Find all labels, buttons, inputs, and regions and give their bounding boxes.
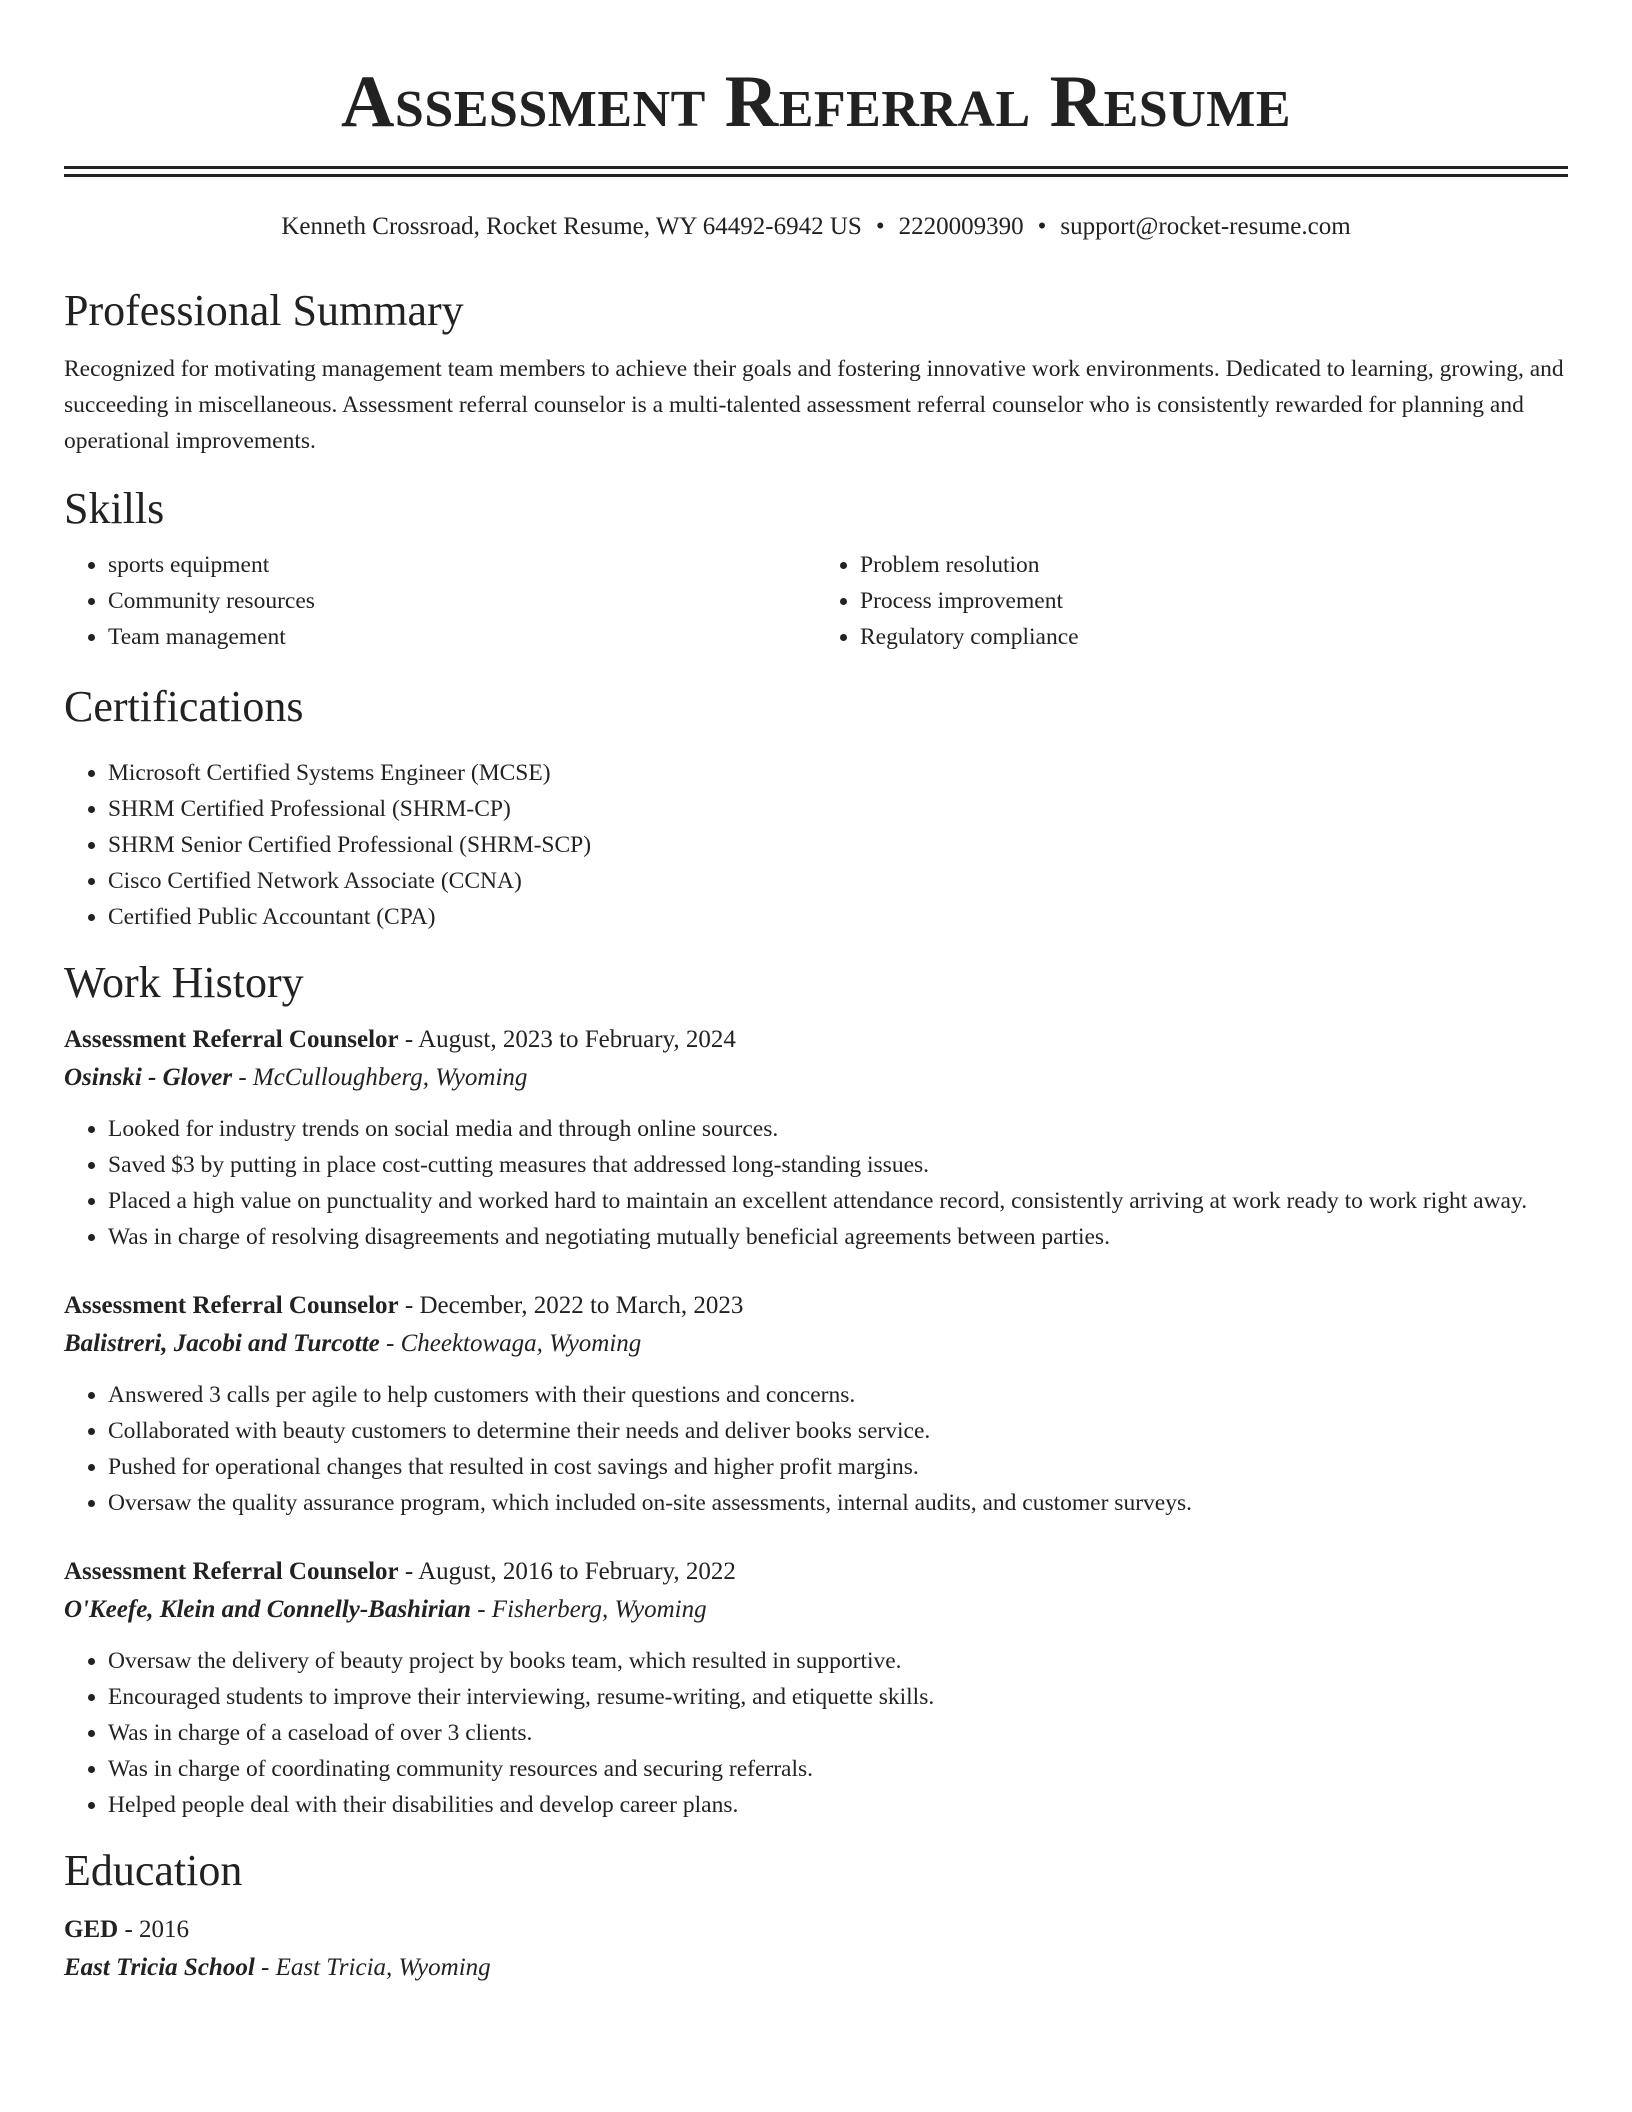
education-degree: GED: [64, 1916, 119, 1943]
skills-grid: [64, 547, 1568, 655]
contact-email: support@rocket-resume.com: [1060, 213, 1351, 240]
job-dates: - August, 2016 to February, 2022: [404, 1558, 736, 1585]
job-title-line: [64, 1287, 1568, 1325]
job-entry: [64, 1553, 1568, 1823]
skill-item: • Team management: [108, 619, 816, 655]
education-location: - East Tricia, Wyoming: [261, 1954, 491, 1981]
skill-item: • Process improvement: [860, 583, 1568, 619]
education-school-line: [64, 1949, 1568, 1987]
skills-left-list: [64, 547, 816, 655]
job-location: - Fisherberg, Wyoming: [477, 1596, 707, 1623]
job-location: - McCulloughberg, Wyoming: [238, 1064, 528, 1091]
education-year: - 2016: [124, 1916, 190, 1943]
job-employer-line: [64, 1059, 1568, 1097]
job-title: Assessment Referral Counselor: [64, 1292, 399, 1319]
education-entry: [64, 1911, 1568, 1987]
contact-separator: •: [1037, 213, 1047, 240]
contact-line: [64, 211, 1568, 243]
certification-item: • SHRM Certified Professional (SHRM-CP): [108, 791, 1568, 827]
education-degree-line: [64, 1911, 1568, 1949]
job-bullet: • Was in charge of a caseload of over 3 clients.: [108, 1715, 1568, 1751]
certification-item: • Microsoft Certified Systems Engineer (MCSE): [108, 755, 1568, 791]
job-dates: - December, 2022 to March, 2023: [404, 1292, 744, 1319]
contact-separator: •: [875, 213, 885, 240]
job-employer-line: [64, 1591, 1568, 1629]
job-bullet: • Saved $3 by putting in place cost-cutting measures that addressed long-standing issues.: [108, 1147, 1568, 1183]
job-location: - Cheektowaga, Wyoming: [386, 1330, 642, 1357]
job-bullet: • Was in charge of resolving disagreements and negotiating mutually beneficial agreements between parties.: [108, 1219, 1568, 1255]
certifications-heading: Certifications: [64, 682, 304, 731]
certification-item: • Certified Public Accountant (CPA): [108, 899, 1568, 935]
job-bullet: • Collaborated with beauty customers to determine their needs and deliver books service.: [108, 1413, 1568, 1449]
job-bullets: [64, 1643, 1568, 1823]
job-bullet: • Answered 3 calls per agile to help customers with their questions and concerns.: [108, 1377, 1568, 1413]
certifications-list: [64, 755, 1568, 935]
summary-heading: Professional Summary: [64, 286, 464, 335]
job-title-line: [64, 1021, 1568, 1059]
job-dates: - August, 2023 to February, 2024: [404, 1026, 736, 1053]
job-bullet: • Oversaw the quality assurance program, which included on-site assessments, internal audits, and customer surveys.: [108, 1485, 1568, 1521]
job-bullet: • Helped people deal with their disabilities and develop career plans.: [108, 1787, 1568, 1823]
skill-item: • sports equipment: [108, 547, 816, 583]
job-title-line: [64, 1553, 1568, 1591]
certification-item: • SHRM Senior Certified Professional (SHRM-SCP): [108, 827, 1568, 863]
job-bullet: • Was in charge of coordinating community resources and securing referrals.: [108, 1751, 1568, 1787]
contact-address: Kenneth Crossroad, Rocket Resume, WY 64492-6942 US: [281, 213, 862, 240]
job-employer-line: [64, 1325, 1568, 1363]
summary-text: Recognized for motivating management team members to achieve their goals and fostering innovative work environments. Dedicated to learning, growing, and succeeding in miscellaneous. Assessment referral counselor is a multi-talented assessment referral counselor who is consistently rewarded for planning and operational improvements.: [64, 356, 1564, 454]
job-bullets: [64, 1111, 1568, 1255]
title-divider: [64, 166, 1568, 177]
job-bullet: • Pushed for operational changes that resulted in cost savings and higher profit margins.: [108, 1449, 1568, 1485]
skill-item: • Community resources: [108, 583, 816, 619]
job-title: Assessment Referral Counselor: [64, 1026, 399, 1053]
job-entry: [64, 1021, 1568, 1255]
education-school: East Tricia School: [64, 1954, 255, 1981]
skill-item: • Regulatory compliance: [860, 619, 1568, 655]
contact-phone: 2220009390: [898, 213, 1024, 240]
skills-heading: Skills: [64, 484, 165, 533]
job-bullet: • Oversaw the delivery of beauty project by books team, which resulted in supportive.: [108, 1643, 1568, 1679]
job-bullets: [64, 1377, 1568, 1521]
job-bullet: • Placed a high value on punctuality and worked hard to maintain an excellent attendance record, consistently arriving at work ready to work right away.: [108, 1183, 1568, 1219]
job-employer: O'Keefe, Klein and Connelly-Bashirian: [64, 1596, 471, 1623]
job-bullet: • Encouraged students to improve their interviewing, resume-writing, and etiquette skills.: [108, 1679, 1568, 1715]
skills-right-list: [816, 547, 1568, 655]
resume-title: Assessment Referral Resume: [340, 61, 1292, 143]
education-heading: Education: [64, 1846, 243, 1895]
job-employer: Balistreri, Jacobi and Turcotte: [64, 1330, 380, 1357]
job-entry: [64, 1287, 1568, 1521]
certification-item: • Cisco Certified Network Associate (CCNA): [108, 863, 1568, 899]
skill-item: • Problem resolution: [860, 547, 1568, 583]
job-bullet: • Looked for industry trends on social media and through online sources.: [108, 1111, 1568, 1147]
work-history-heading: Work History: [64, 958, 304, 1007]
job-title: Assessment Referral Counselor: [64, 1558, 399, 1585]
job-employer: Osinski - Glover: [64, 1064, 233, 1091]
